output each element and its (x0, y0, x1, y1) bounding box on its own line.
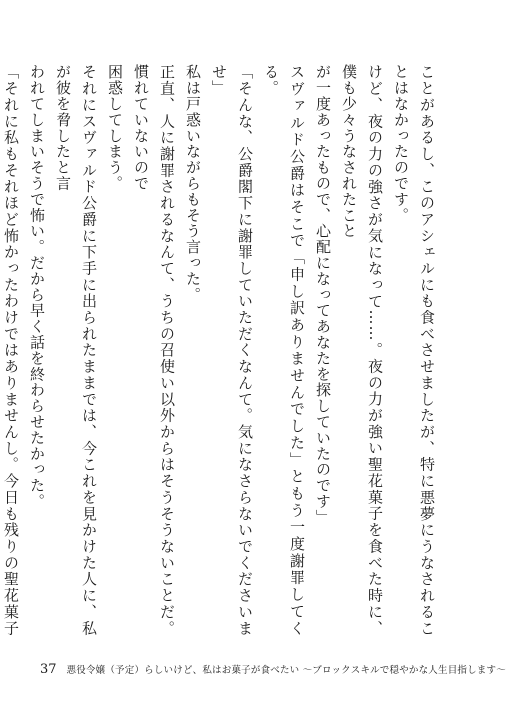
page-number: 37 (40, 662, 57, 677)
text-line: 「それに私もそれほど怖かったわけではありませんし。今日も残りの聖花菓子 (2, 64, 20, 636)
text-line: それにスヴァルド公爵に下手に出られたままでは、今これを見かけた人に、私が彼を脅したと言 (54, 64, 98, 636)
text-line: 「そんな、公爵閣下に謝罪していただくなんて。気になさらないでくださいませ」 (210, 64, 254, 636)
running-title: 悪役令嬢（予定）らしいけど、私はお菓子が食べたい ～ブロックスキルで穏やかな人生目指します～ (66, 665, 506, 676)
vertical-body-text (2, 64, 440, 636)
text-line: 私は戸惑いながらもそう言った。 (184, 64, 202, 303)
text-line: が一度あったもので、心配になってあなたを探していたのです」 (314, 64, 332, 526)
text-line: スヴァルド公爵はそこで「申し訳ありませんでした」ともう一度謝罪してくる。 (262, 64, 306, 636)
text-line: 正直、人に謝罪されるなんて、うちの召使い以外からはそうそうないことだ。慣れていないので (132, 64, 176, 636)
text-line: けど、夜の力の強さが気になって……。夜の力が強い聖花菓子を食べた時に、僕も少々うなされたこと (340, 64, 384, 636)
text-line: 困惑してしまう。 (106, 64, 124, 192)
text-line: ことがあるし、このアシェルにも食べさせましたが、特に悪夢にうなされることはなかったのです。 (392, 64, 436, 636)
text-line: われてしまいそうで怖い。だから早く話を終わらせたかった。 (28, 64, 46, 510)
page-footer (40, 662, 506, 678)
